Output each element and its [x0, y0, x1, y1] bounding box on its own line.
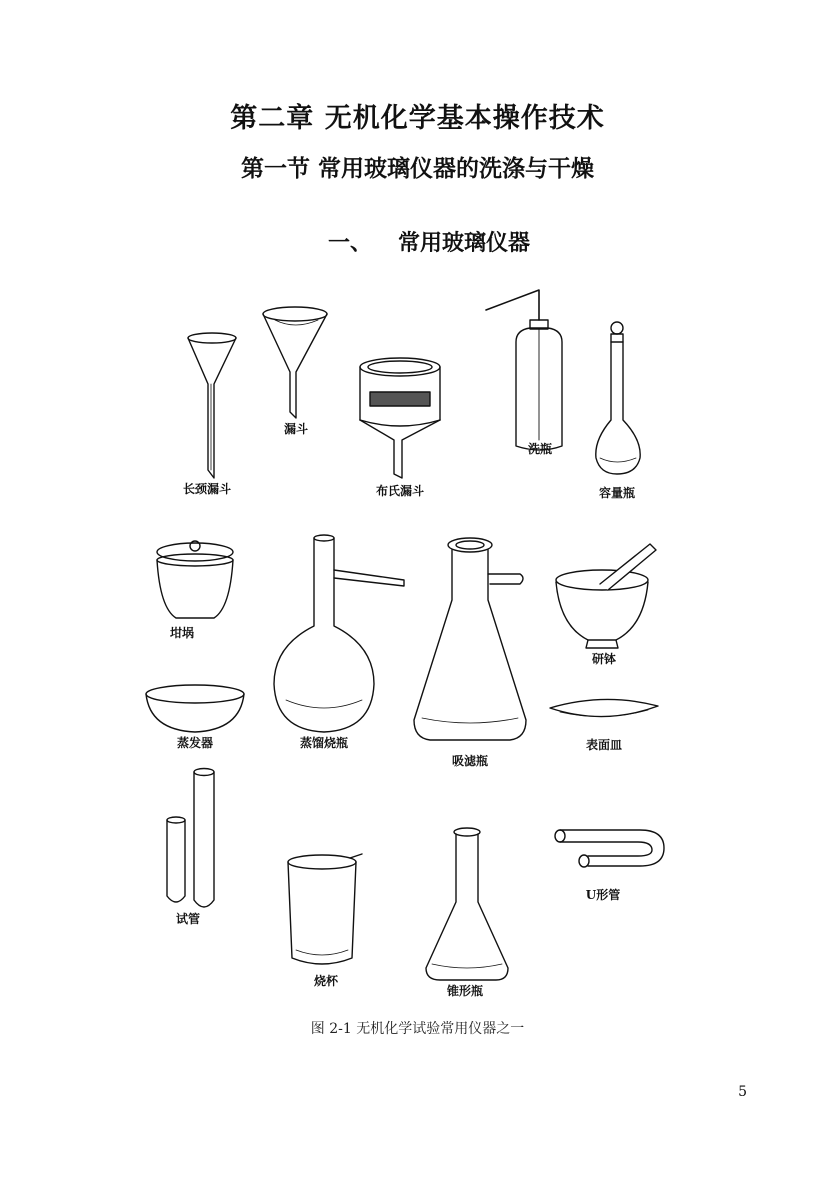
label-mortar: 研钵 — [591, 652, 617, 666]
watch-glass-drawing — [550, 699, 658, 716]
label-watch-glass: 表面皿 — [585, 738, 623, 752]
mortar-drawing — [556, 544, 656, 648]
wash-bottle-drawing — [486, 290, 562, 450]
u-tube-drawing — [555, 830, 664, 867]
label-buchner-funnel: 布氏漏斗 — [375, 484, 425, 498]
subsection-title: 常用玻璃仪器 — [398, 231, 531, 256]
distillation-flask-drawing — [274, 535, 404, 732]
label-beaker: 烧杯 — [313, 974, 339, 988]
label-test-tube: 试管 — [175, 912, 201, 926]
volumetric-flask-drawing — [596, 322, 640, 474]
funnel-drawing — [263, 307, 327, 418]
label-evaporating-dish: 蒸发器 — [176, 736, 214, 750]
label-distillation-flask: 蒸馏烧瓶 — [299, 736, 349, 750]
test-tube-drawing — [167, 769, 214, 908]
figure-caption: 图 2-1 无机化学试验常用仪器之一 — [310, 1021, 525, 1037]
buchner-funnel-drawing — [360, 358, 440, 478]
page-number: 5 — [738, 1084, 747, 1100]
apparatus-drawings — [0, 280, 835, 1010]
beaker-drawing — [288, 854, 362, 964]
label-funnel: 漏斗 — [283, 422, 309, 436]
evaporating-dish-drawing — [146, 685, 244, 732]
label-volumetric-flask: 容量瓶 — [598, 486, 636, 500]
label-crucible: 坩埚 — [169, 626, 195, 640]
suction-flask-drawing — [414, 538, 526, 740]
label-wash-bottle: 洗瓶 — [527, 442, 553, 456]
section-title: 第一节 常用玻璃仪器的洗涤与干燥 — [240, 156, 594, 182]
label-suction-flask: 吸滤瓶 — [451, 754, 489, 768]
apparatus-figure — [0, 280, 835, 1010]
chapter-title: 第二章 无机化学基本操作技术 — [230, 103, 605, 134]
label-u-tube: U形管 — [585, 888, 621, 902]
long-neck-funnel-drawing — [188, 333, 236, 478]
label-conical-flask: 锥形瓶 — [446, 984, 484, 998]
conical-flask-drawing — [426, 828, 508, 980]
crucible-drawing — [157, 541, 233, 618]
subsection-number: 一、 — [328, 231, 373, 256]
label-long-neck-funnel: 长颈漏斗 — [182, 482, 232, 496]
